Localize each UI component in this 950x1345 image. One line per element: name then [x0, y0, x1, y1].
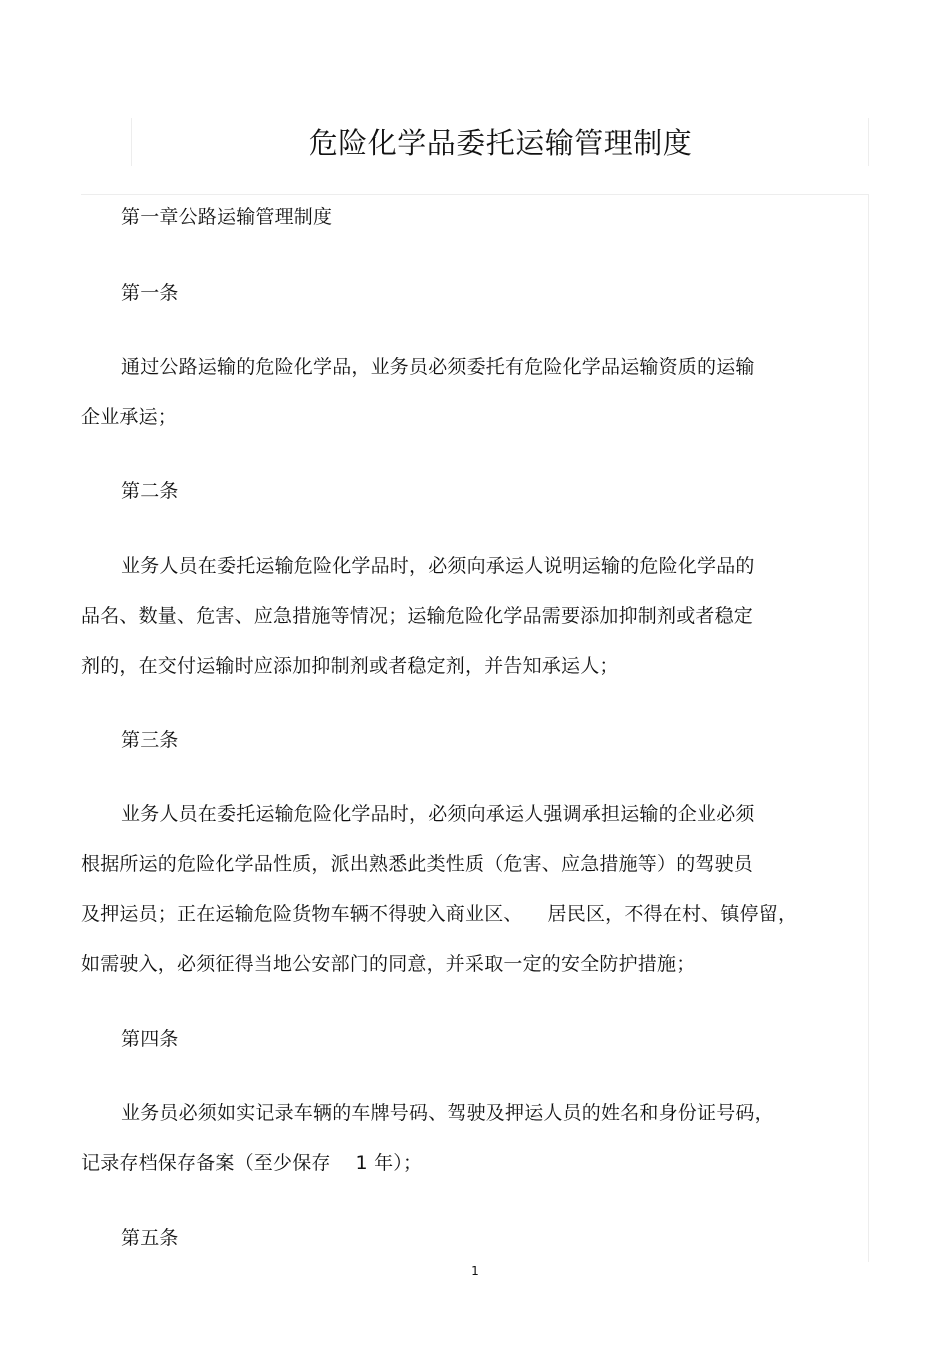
article-2-text-line: 业务人员在委托运输危险化学品时，必须向承运人说明运输的危险化学品的 — [121, 555, 755, 577]
document-title: 危险化学品委托运输管理制度 — [308, 126, 693, 160]
article-3-text-line: 根据所运的危险化学品性质，派出熟悉此类性质（危害、应急措施等）的驾驶员 — [81, 853, 754, 875]
article-1-text-line: 企业承运； — [81, 406, 178, 428]
article-3-heading: 第三条 — [121, 729, 179, 751]
article-4-text-line: 记录存档保存备案（至少保存 1 年）； — [81, 1152, 423, 1174]
article-1-text-line: 通过公路运输的危险化学品，业务员必须委托有危险化学品运输资质的运输 — [121, 356, 755, 378]
article-3-text-line: 如需驶入，必须征得当地公安部门的同意，并采取一定的安全防护措施； — [81, 953, 696, 975]
body-top-border — [81, 194, 869, 195]
article-4-heading: 第四条 — [121, 1028, 179, 1050]
article-2-heading: 第二条 — [121, 480, 179, 502]
article-4-text-line: 业务员必须如实记录车辆的车牌号码、驾驶及押运人员的姓名和身份证号码， — [121, 1102, 774, 1124]
article-1-heading: 第一条 — [121, 282, 179, 304]
chapter-heading: 第一章公路运输管理制度 — [121, 206, 333, 228]
article-3-text-line: 及押运员；正在运输危险货物车辆不得驶入商业区、 居民区，不得在村、镇停留， — [81, 903, 798, 925]
page-number: 1 — [471, 1264, 479, 1278]
article-2-text-line: 品名、数量、危害、应急措施等情况；运输危险化学品需要添加抑制剂或者稳定 — [81, 605, 754, 627]
article-2-text-line: 剂的，在交付运输时应添加抑制剂或者稳定剂，并告知承运人； — [81, 655, 619, 677]
article-3-text-line: 业务人员在委托运输危险化学品时，必须向承运人强调承担运输的企业必须 — [121, 803, 755, 825]
body-right-border — [868, 194, 869, 1262]
article-5-heading: 第五条 — [121, 1227, 179, 1249]
